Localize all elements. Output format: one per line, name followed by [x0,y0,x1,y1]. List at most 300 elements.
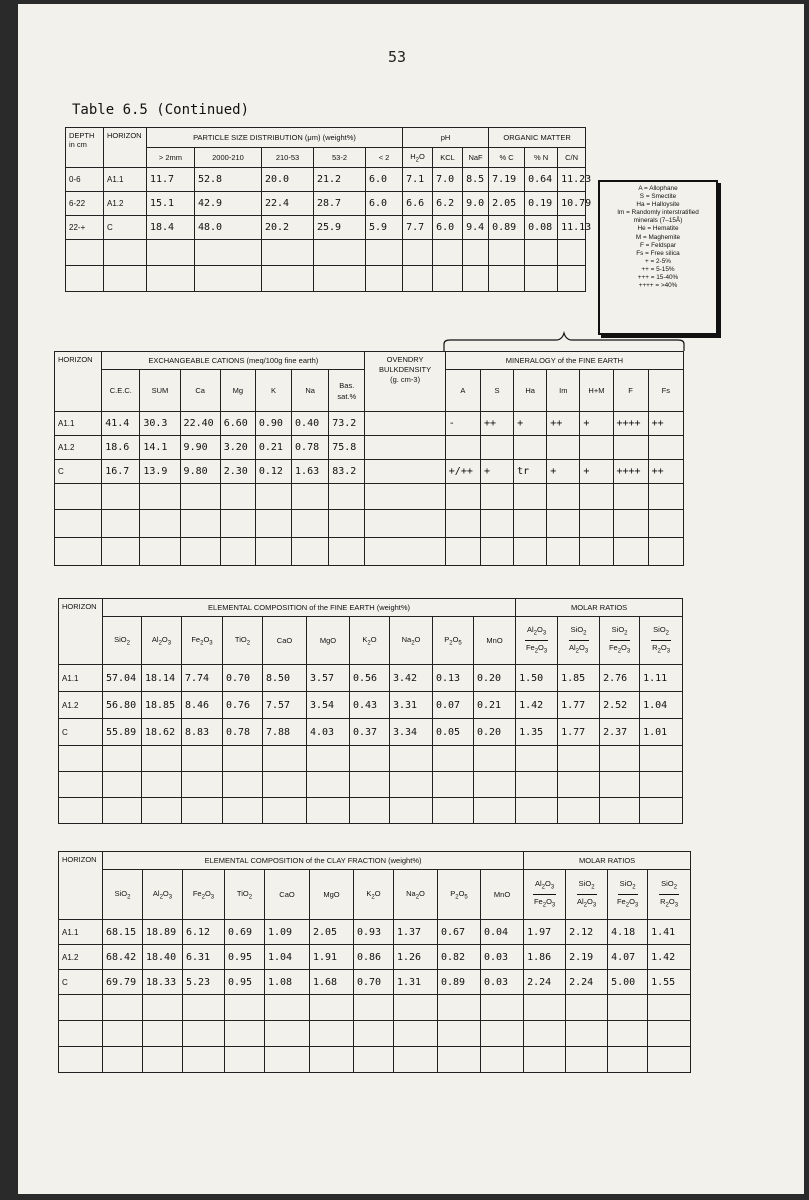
mineral-cell: +/++ [445,460,480,484]
empty-cell [225,1047,265,1073]
empty-cell [143,1021,183,1047]
empty-row [66,266,586,292]
value-cell: 7.88 [263,719,307,746]
oxide-label: $P_2O_5$ [450,888,468,901]
col-header [142,617,182,665]
empty-cell [445,538,480,566]
value-cell: 2.76 [600,665,640,692]
value-cell: 0.69 [225,920,265,945]
value-cell: 0.21 [255,436,291,460]
empty-cell [292,484,329,510]
ratio-header [524,870,566,920]
empty-cell [142,798,182,824]
empty-cell [580,510,613,538]
empty-cell [140,510,180,538]
empty-cell [182,746,223,772]
empty-cell [648,510,683,538]
value-cell: 11.7 [147,168,195,192]
empty-cell [445,484,480,510]
empty-cell [433,240,463,266]
value-cell: 11.23 [558,168,586,192]
empty-cell [608,1021,648,1047]
empty-cell [566,995,608,1021]
value-cell: 22.4 [262,192,314,216]
legend-entry: S = Smectite [639,193,677,201]
value-cell: 1.04 [640,692,683,719]
value-cell: 7.74 [182,665,223,692]
empty-cell [329,484,365,510]
value-cell: 7.7 [403,216,433,240]
empty-cell [104,266,147,292]
ratio-header [608,870,648,920]
empty-cell [220,510,255,538]
empty-cell [481,995,524,1021]
legend-entry: +++ = 15-40% [637,274,679,282]
value-cell: 7.19 [489,168,525,192]
value-cell: 1.97 [524,920,566,945]
empty-cell [182,772,223,798]
empty-cell [255,510,291,538]
col-header: SUM [140,370,180,412]
value-cell: 0.64 [525,168,558,192]
value-cell: 15.1 [147,192,195,216]
mineral-legend [598,180,718,335]
value-cell: 5.00 [608,970,648,995]
value-cell: 0.40 [292,412,329,436]
value-cell: 4.18 [608,920,648,945]
empty-cell [55,484,102,510]
col-header: $H_2O$ [403,148,433,168]
value-cell: 0.07 [433,692,474,719]
composition-header: ELEMENTAL COMPOSITION of the CLAY FRACTION (weight%) [103,852,524,870]
empty-cell [648,1021,691,1047]
value-cell: 8.83 [182,719,223,746]
ratio-header [516,617,558,665]
empty-cell [566,1021,608,1047]
oxide-label: MgO [323,890,340,899]
value-cell: 2.05 [310,920,354,945]
value-cell: 0.03 [481,970,524,995]
ratio-denominator: $R_2O_3$ [660,897,679,909]
col-header: S [480,370,513,412]
value-cell: 83.2 [329,460,365,484]
value-cell: 1.68 [310,970,354,995]
value-cell: 28.7 [314,192,366,216]
empty-cell [255,484,291,510]
empty-cell [525,240,558,266]
depth-cell: 0-6 [66,168,104,192]
col-header: > 2mm [147,148,195,168]
value-cell: 0.67 [438,920,481,945]
empty-cell [463,266,489,292]
ratio-denominator: $Fe_2O_3$ [525,643,548,655]
col-header [182,617,223,665]
empty-cell [558,240,586,266]
empty-cell [438,1021,481,1047]
col-header [263,617,307,665]
oxide-label: CaO [279,890,295,899]
fine-earth-composition-table [58,598,683,824]
oxide-label: $Fe_2O_3$ [191,634,213,647]
empty-cell [514,484,547,510]
empty-cell [648,484,683,510]
empty-cell [182,798,223,824]
empty-cell [366,240,403,266]
value-cell: 0.82 [438,945,481,970]
empty-cell [394,1021,438,1047]
value-cell: 41.4 [102,412,140,436]
table-row [66,216,586,240]
value-cell: 25.9 [314,216,366,240]
empty-cell [489,266,525,292]
empty-cell [516,772,558,798]
horizon-cell: A1.1 [55,412,102,436]
empty-cell [558,266,586,292]
mineral-cell: tr [514,460,547,484]
empty-cell [55,538,102,566]
value-cell: 14.1 [140,436,180,460]
oxide-label: $K_2O$ [366,888,381,901]
empty-cell [220,538,255,566]
empty-cell [580,538,613,566]
empty-cell [474,746,516,772]
mineral-cell [613,436,648,460]
ratio-numerator: SiO$_2$ [577,877,597,896]
value-cell: 68.15 [103,920,143,945]
empty-row [59,995,691,1021]
empty-row [59,798,683,824]
empty-row [59,772,683,798]
empty-cell [390,798,433,824]
empty-cell [103,1021,143,1047]
legend-entry: Fs = Free silica [636,249,680,257]
value-cell: 6.31 [183,945,225,970]
empty-cell [59,995,103,1021]
value-cell: 9.80 [180,460,220,484]
value-cell: 3.20 [220,436,255,460]
ratio-numerator: SiO$_2$ [569,623,589,642]
value-cell: 0.03 [481,945,524,970]
empty-cell [365,538,445,566]
value-cell: 7.1 [403,168,433,192]
mineral-cell: + [580,412,613,436]
empty-cell [547,484,580,510]
empty-cell [394,1047,438,1073]
empty-cell [489,240,525,266]
ratio-header [600,617,640,665]
horizon-cell: C [104,216,147,240]
value-cell: 18.33 [143,970,183,995]
value-cell: 0.13 [433,665,474,692]
ratio-header [566,870,608,920]
empty-cell [394,995,438,1021]
value-cell: 52.8 [195,168,262,192]
col-header [394,870,438,920]
empty-cell [481,1021,524,1047]
col-header [481,870,524,920]
empty-cell [223,798,263,824]
empty-cell [66,266,104,292]
empty-cell [580,484,613,510]
value-cell: 0.95 [225,970,265,995]
ratio-denominator: $R_2O_3$ [652,643,671,655]
col-header: Im [547,370,580,412]
page-number: 53 [388,48,407,66]
empty-cell [103,1047,143,1073]
empty-cell [463,240,489,266]
oxide-label: CaO [276,636,293,645]
value-cell: 0.93 [354,920,394,945]
empty-cell [195,266,262,292]
ratio-header [648,870,691,920]
empty-cell [103,995,143,1021]
ratio-numerator: $Al_2O_3$ [525,623,548,642]
empty-cell [59,1047,103,1073]
value-cell: 68.42 [103,945,143,970]
empty-cell [640,772,683,798]
col-header: 53-2 [314,148,366,168]
empty-cell [366,266,403,292]
value-cell: 0.20 [474,665,516,692]
empty-cell [525,266,558,292]
table-row [59,719,683,746]
empty-cell [640,798,683,824]
value-cell: 75.8 [329,436,365,460]
value-cell: 4.03 [307,719,350,746]
empty-cell [354,1047,394,1073]
col-header: Fs [648,370,683,412]
horizon-cell: A1.2 [59,692,103,719]
value-cell: 1.04 [265,945,310,970]
table-row [59,970,691,995]
empty-cell [558,772,600,798]
value-cell: 0.43 [350,692,390,719]
col-header: K [255,370,291,412]
empty-cell [350,772,390,798]
empty-cell [263,746,307,772]
depth-cell: 6-22 [66,192,104,216]
value-cell: 0.37 [350,719,390,746]
clay-fraction-composition-table [58,851,691,1073]
empty-cell [180,538,220,566]
value-cell: 0.08 [525,216,558,240]
value-cell: 18.85 [142,692,182,719]
mineral-cell [514,436,547,460]
empty-cell [608,995,648,1021]
empty-row [55,484,684,510]
empty-cell [329,510,365,538]
value-cell: 1.26 [394,945,438,970]
empty-cell [307,798,350,824]
value-cell: 1.85 [558,665,600,692]
mineral-cell: ++++ [613,460,648,484]
empty-cell [255,538,291,566]
depth-cell: 22-+ [66,216,104,240]
value-cell: 0.70 [354,970,394,995]
legend-entry: ++ = 5-15% [641,265,675,273]
horizon-cell: C [59,970,103,995]
legend-entry: He = Hematite [637,225,679,233]
organic-matter-header: ORGANIC MATTER [489,128,586,148]
oxide-label: MnO [493,890,511,899]
empty-cell [558,798,600,824]
horizon-header: HORIZON [104,128,147,168]
value-cell: 2.24 [524,970,566,995]
empty-cell [547,510,580,538]
value-cell: 1.77 [558,692,600,719]
empty-cell [354,1021,394,1047]
value-cell: 2.37 [600,719,640,746]
value-cell: 9.4 [463,216,489,240]
value-cell: 1.42 [648,945,691,970]
legend-entry: Im = Randomly interstratified [617,209,699,217]
empty-cell [310,1047,354,1073]
oxide-label: $K_2O$ [362,634,377,647]
legend-entry: A = Allophane [638,185,678,192]
empty-cell [648,1047,691,1073]
value-cell: 16.7 [102,460,140,484]
empty-cell [608,1047,648,1073]
col-header: Na [292,370,329,412]
empty-cell [307,772,350,798]
value-cell: 1.11 [640,665,683,692]
mineralogy-header: MINERALOGY of the FINE EARTH [445,352,683,370]
value-cell: 0.20 [474,719,516,746]
value-cell: 0.78 [223,719,263,746]
table-row [55,436,684,460]
mineral-cell: + [580,460,613,484]
bulkdensity-cell [365,460,445,484]
horizon-cell: A1.2 [104,192,147,216]
value-cell: 3.54 [307,692,350,719]
value-cell: 30.3 [140,412,180,436]
col-header: % N [525,148,558,168]
col-header [307,617,350,665]
empty-cell [142,772,182,798]
empty-cell [613,484,648,510]
oxide-label: $P_2O_5$ [444,634,462,647]
empty-cell [474,798,516,824]
empty-cell [314,266,366,292]
value-cell: 1.41 [648,920,691,945]
empty-cell [59,798,103,824]
empty-cell [516,746,558,772]
ratio-numerator: SiO$_2$ [659,877,679,896]
empty-cell [524,1021,566,1047]
empty-cell [143,995,183,1021]
empty-cell [481,1047,524,1073]
oxide-label: $Na_2O$ [406,888,425,901]
col-header [265,870,310,920]
value-cell: 20.0 [262,168,314,192]
empty-cell [474,772,516,798]
value-cell: 2.19 [566,945,608,970]
col-header [183,870,225,920]
empty-cell [102,510,140,538]
particle-size-table [65,127,592,292]
empty-cell [403,240,433,266]
bulkdensity-cell [365,412,445,436]
empty-cell [263,798,307,824]
empty-row [55,510,684,538]
empty-cell [183,1047,225,1073]
value-cell: 0.56 [350,665,390,692]
value-cell: 13.9 [140,460,180,484]
empty-cell [365,484,445,510]
empty-cell [104,240,147,266]
mineral-cell: + [514,412,547,436]
empty-cell [59,772,103,798]
value-cell: 0.89 [489,216,525,240]
empty-cell [263,772,307,798]
empty-cell [445,510,480,538]
value-cell: 8.46 [182,692,223,719]
col-header: KCL [433,148,463,168]
empty-cell [480,484,513,510]
oxide-label: TiO$_2$ [236,888,253,901]
ratio-numerator: SiO$_2$ [618,877,638,896]
legend-entry: Ha = Halloysite [636,201,680,209]
empty-cell [180,484,220,510]
empty-cell [390,746,433,772]
value-cell: 0.12 [255,460,291,484]
value-cell: 6.6 [403,192,433,216]
value-cell: 18.4 [147,216,195,240]
ratio-denominator: $Fe_2O_3$ [616,897,639,909]
value-cell: 6.0 [433,216,463,240]
mineral-cell: + [547,460,580,484]
value-cell: 22.40 [180,412,220,436]
horizon-cell: A1.1 [59,665,103,692]
value-cell: 7.57 [263,692,307,719]
table-row [59,692,683,719]
value-cell: 18.14 [142,665,182,692]
legend-entry: ++++ = >40% [638,282,678,290]
col-header [103,617,142,665]
oxide-label: $Na_2O$ [401,634,421,647]
value-cell: 18.62 [142,719,182,746]
psd-header: PARTICLE SIZE DISTRIBUTION (μm) (weight%) [147,128,403,148]
legend-entry: F = Feldspar [639,241,677,249]
value-cell: 18.6 [102,436,140,460]
legend-entry: minerals (7–15Å) [633,217,683,225]
value-cell: 3.42 [390,665,433,692]
empty-cell [147,240,195,266]
empty-cell [307,746,350,772]
empty-cell [600,798,640,824]
empty-row [66,240,586,266]
value-cell: 4.07 [608,945,648,970]
cations-header: EXCHANGEABLE CATIONS (meq/100g fine earth) [102,352,365,370]
empty-row [59,1021,691,1047]
empty-cell [329,538,365,566]
ratio-numerator: SiO$_2$ [651,623,671,642]
empty-cell [103,798,142,824]
ratio-denominator: $Fe_2O_3$ [608,643,631,655]
mineral-cell: ++++ [613,412,648,436]
value-cell: 3.31 [390,692,433,719]
mineral-cell [445,436,480,460]
empty-cell [310,995,354,1021]
depth-header: DEPTH in cm [66,128,104,168]
empty-cell [613,510,648,538]
horizon-cell: A1.2 [59,945,103,970]
mineral-cell: + [480,460,513,484]
empty-cell [433,746,474,772]
value-cell: 0.70 [223,665,263,692]
empty-cell [438,1047,481,1073]
ratio-header [640,617,683,665]
